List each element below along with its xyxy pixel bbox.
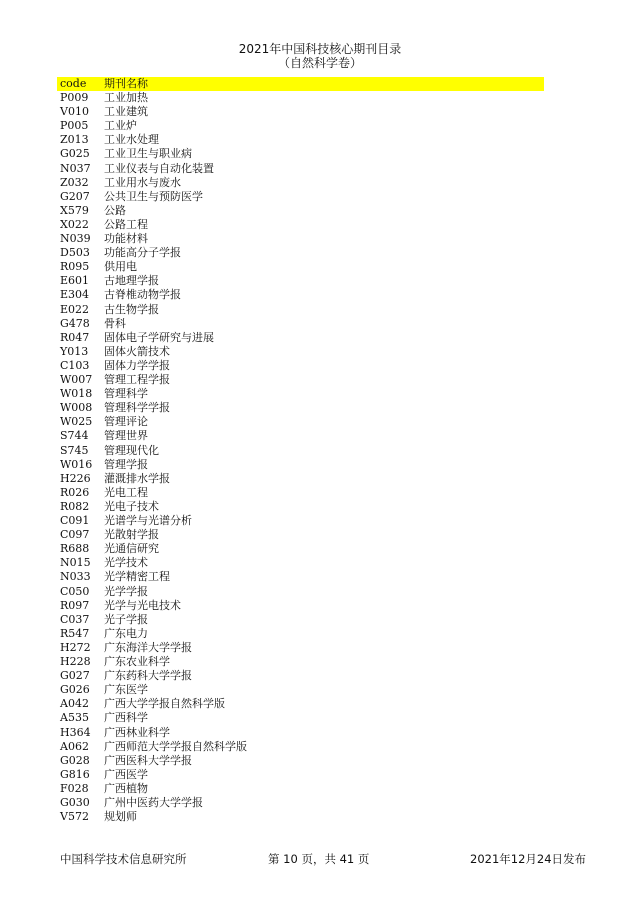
document-subtitle: （自然科学卷）: [277, 56, 362, 70]
journal-code: C103: [60, 358, 90, 372]
table-row: [60, 641, 192, 655]
table-row: [60, 274, 159, 288]
journal-name: 光通信研究: [104, 542, 159, 556]
journal-name: 管理科学学报: [104, 401, 170, 415]
table-row: [60, 528, 159, 542]
table-row: [60, 599, 181, 613]
journal-name: 管理科学: [104, 387, 148, 401]
journal-code: Z013: [60, 133, 89, 147]
journal-code: D503: [60, 246, 90, 260]
table-row: [60, 458, 148, 472]
table-row: [60, 810, 137, 824]
journal-code: E304: [60, 288, 90, 302]
table-row: [60, 373, 170, 387]
journal-code: P009: [60, 91, 89, 104]
journal-name: 广西科学: [104, 711, 148, 725]
footer-publish-date: 2021年12月24日发布: [470, 852, 587, 866]
table-row: [60, 726, 170, 740]
journal-name: 工业炉: [104, 119, 137, 133]
journal-name: 功能材料: [104, 232, 148, 245]
journal-name: 公路: [104, 203, 126, 217]
table-row: [60, 768, 148, 782]
table-row: [60, 472, 170, 486]
journal-name: 广东医学: [104, 683, 148, 697]
table-row: [60, 655, 170, 669]
table-row: [60, 542, 159, 556]
journal-name: 公共卫生与预防医学: [104, 189, 203, 203]
journal-name: 光谱学与光谱分析: [104, 514, 192, 527]
journal-code: W016: [60, 457, 93, 471]
table-row: [60, 133, 159, 147]
journal-name: 管理评论: [104, 415, 148, 429]
journal-code: G026: [60, 683, 90, 697]
table-row: [60, 627, 148, 641]
journal-code: E022: [60, 302, 90, 316]
footer-page-number: 第 10 页，共 41 页: [268, 852, 370, 866]
journal-code: G207: [60, 189, 90, 203]
journal-name: 供用电: [104, 260, 137, 274]
table-row: [60, 740, 247, 754]
journal-code: Z032: [60, 175, 89, 189]
journal-name: 灌溉排水学报: [104, 471, 170, 485]
journal-code: C050: [60, 584, 90, 598]
table-row: [60, 303, 159, 317]
journal-code: N039: [60, 232, 91, 245]
journal-name: 规划师: [104, 810, 137, 824]
journal-code: R097: [60, 598, 90, 612]
table-row: [60, 401, 170, 415]
journal-name: 管理现代化: [104, 443, 159, 457]
table-row: [60, 176, 181, 190]
table-row: [60, 500, 159, 514]
journal-code: A042: [60, 697, 89, 711]
journal-name: 光学技术: [104, 556, 148, 570]
journal-code: E601: [60, 274, 90, 288]
table-row: [60, 218, 148, 232]
journal-code: V010: [60, 105, 89, 119]
journal-name: 光电工程: [104, 485, 148, 499]
journal-name: 广西林业科学: [104, 725, 170, 739]
journal-code: W007: [60, 373, 93, 386]
header-code: code: [60, 77, 87, 90]
table-row: [60, 119, 137, 133]
journal-code: R082: [60, 499, 90, 513]
journal-code: X022: [60, 217, 89, 231]
journal-name: 广东药科大学学报: [104, 669, 192, 683]
table-row: [60, 613, 148, 627]
table-row: [60, 444, 159, 458]
table-row: [60, 782, 148, 796]
journal-code: W025: [60, 415, 93, 429]
footer-institution: 中国科学技术信息研究所: [60, 852, 187, 866]
journal-code: N033: [60, 570, 91, 584]
journal-name: 光子学报: [104, 612, 148, 626]
table-row: [60, 669, 192, 683]
journal-name: 光电子技术: [104, 499, 159, 513]
table-row: [60, 91, 148, 105]
table-row: [60, 387, 148, 401]
table-row: [60, 683, 148, 697]
journal-name: 骨科: [104, 316, 126, 330]
journal-name: 功能高分子学报: [104, 246, 181, 260]
journal-code: H228: [60, 655, 91, 668]
journal-name: 光学学报: [104, 584, 148, 598]
journal-name: 工业水处理: [104, 133, 159, 147]
journal-code: P005: [60, 119, 89, 133]
journal-code: G028: [60, 753, 90, 767]
table-row: [60, 147, 192, 161]
table-row: [60, 345, 170, 359]
journal-code: H226: [60, 471, 91, 485]
header-name: 期刊名称: [104, 77, 148, 90]
journal-name: 广东农业科学: [104, 655, 170, 668]
table-row: [60, 331, 214, 345]
journal-name: 工业加热: [104, 91, 148, 104]
table-row: [60, 317, 126, 331]
journal-code: W018: [60, 387, 93, 401]
journal-code: G816: [60, 767, 90, 781]
journal-code: Y013: [60, 344, 89, 358]
journal-name: 广东海洋大学学报: [104, 640, 192, 654]
table-row: [60, 288, 181, 302]
journal-code: R688: [60, 542, 90, 556]
table-row: [60, 697, 225, 711]
journal-name: 固体火箭技术: [104, 344, 170, 358]
table-row: [60, 162, 214, 176]
journal-name: 管理工程学报: [104, 373, 170, 386]
journal-name: 古脊椎动物学报: [104, 288, 181, 302]
journal-name: 光学与光电技术: [104, 598, 181, 612]
journal-code: C037: [60, 612, 90, 626]
table-row: [60, 585, 148, 599]
journal-code: C091: [60, 514, 90, 527]
journal-code: F028: [60, 781, 89, 795]
journal-name: 工业卫生与职业病: [104, 147, 192, 161]
journal-name: 管理学报: [104, 457, 148, 471]
journal-code: A062: [60, 739, 89, 753]
table-row: [60, 570, 170, 584]
table-row: [60, 190, 203, 204]
journal-name: 古生物学报: [104, 302, 159, 316]
table-row: [60, 246, 181, 260]
table-row: [60, 556, 148, 570]
journal-code: H364: [60, 725, 91, 739]
journal-name: 广西医学: [104, 767, 148, 781]
table-row: [60, 232, 148, 246]
journal-code: H272: [60, 640, 91, 654]
journal-name: 工业仪表与自动化装置: [104, 161, 214, 175]
table-row: [60, 260, 137, 274]
table-row: [60, 415, 148, 429]
journal-name: 工业用水与废水: [104, 175, 181, 189]
table-row: [60, 429, 148, 443]
journal-code: S744: [60, 429, 89, 443]
journal-code: R095: [60, 260, 90, 274]
journal-code: G478: [60, 316, 90, 330]
journal-name: 广西医科大学学报: [104, 753, 192, 767]
journal-code: G027: [60, 669, 90, 683]
journal-name: 广西师范大学学报自然科学版: [104, 739, 247, 753]
table-row: [60, 514, 192, 528]
journal-name: 固体力学学报: [104, 358, 170, 372]
journal-code: X579: [60, 203, 89, 217]
table-row: [60, 105, 148, 119]
journal-name: 古地理学报: [104, 274, 159, 288]
journal-name: 广州中医药大学学报: [104, 796, 203, 809]
table-row: [60, 754, 192, 768]
table-row: [60, 204, 126, 218]
document-title: 2021年中国科技核心期刊目录: [238, 42, 402, 56]
journal-code: A535: [60, 711, 89, 725]
journal-code: N015: [60, 556, 91, 570]
journal-code: R547: [60, 626, 90, 640]
journal-code: S745: [60, 443, 89, 457]
journal-name: 管理世界: [104, 429, 148, 443]
journal-name: 广东电力: [104, 626, 148, 640]
journal-code: R047: [60, 330, 90, 344]
journal-code: C097: [60, 528, 90, 542]
table-header: [60, 77, 148, 91]
table-row: [60, 796, 203, 810]
journal-name: 固体电子学研究与进展: [104, 330, 214, 344]
table-row: [60, 359, 170, 373]
journal-code: V572: [60, 810, 89, 824]
journal-code: R026: [60, 485, 90, 499]
journal-name: 光散射学报: [104, 528, 159, 542]
table-row: [60, 711, 148, 725]
journal-name: 公路工程: [104, 217, 148, 231]
journal-code: G025: [60, 147, 90, 161]
journal-name: 广西植物: [104, 781, 148, 795]
journal-name: 广西大学学报自然科学版: [104, 697, 225, 711]
journal-code: N037: [60, 161, 91, 175]
table-row: [60, 486, 148, 500]
journal-name: 光学精密工程: [104, 570, 170, 584]
journal-name: 工业建筑: [104, 105, 148, 119]
journal-code: W008: [60, 401, 93, 415]
journal-code: G030: [60, 796, 90, 809]
